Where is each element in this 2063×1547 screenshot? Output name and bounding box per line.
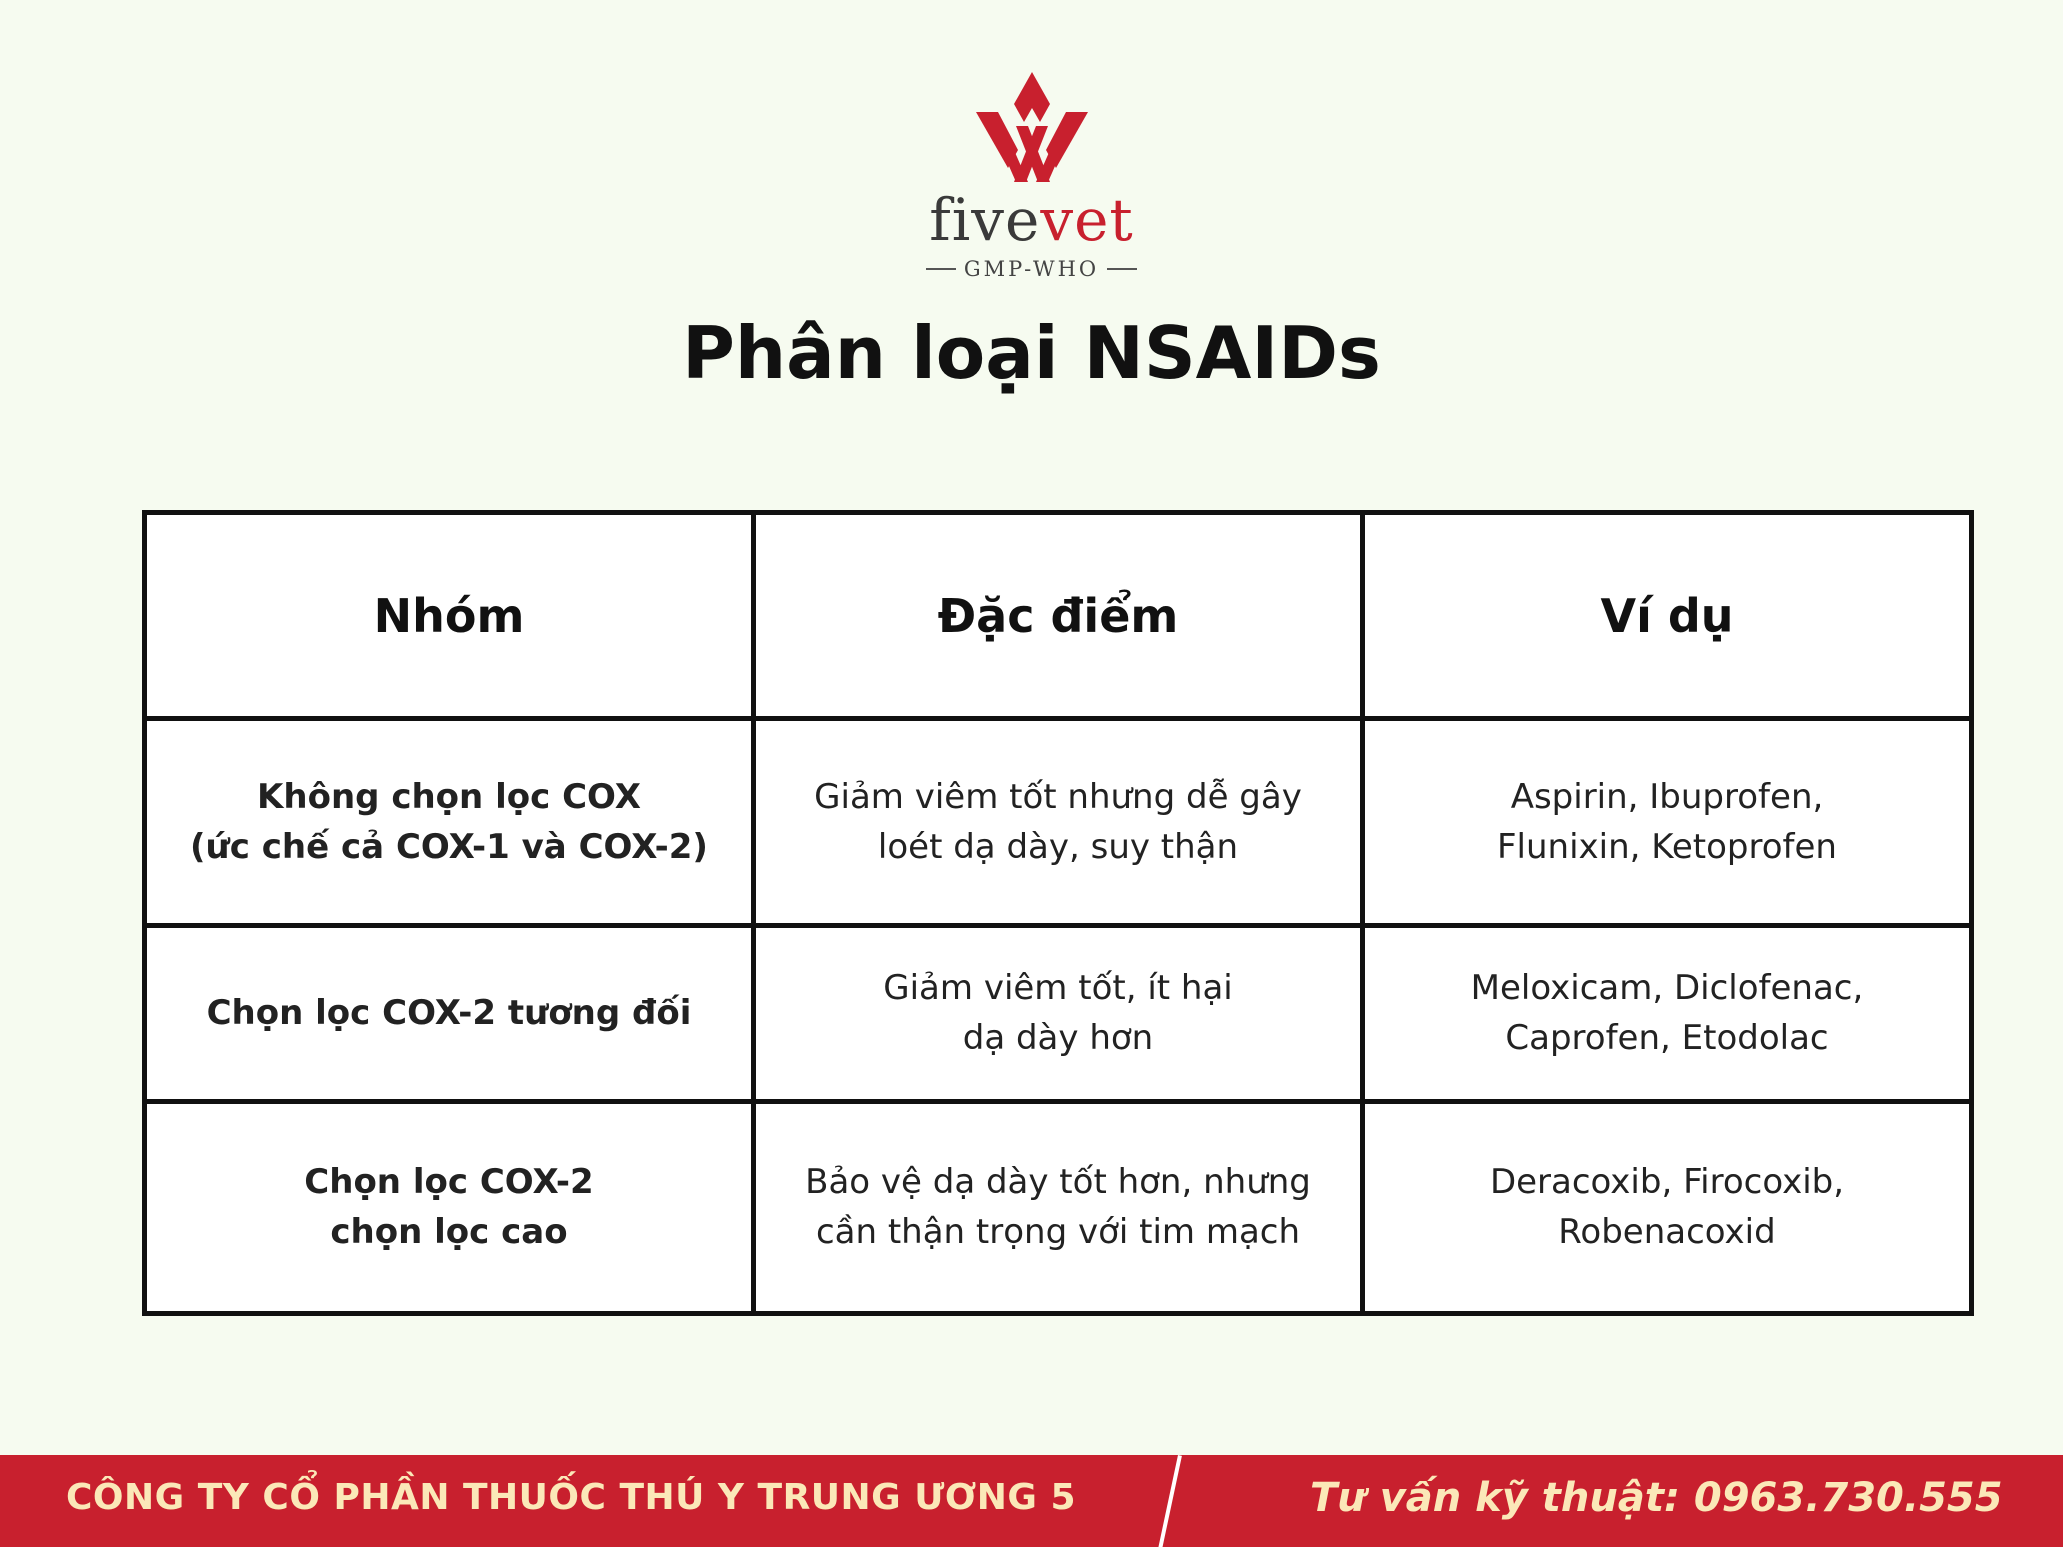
page-title: Phân loại NSAIDs (682, 311, 1381, 395)
features-line: dạ dày hơn (962, 1018, 1154, 1059)
examples-cell (1363, 925, 1972, 1101)
group-line: Chọn lọc COX-2 (304, 1162, 594, 1203)
tagline-rule-right (1107, 268, 1137, 270)
features-line: loét dạ dày, suy thận (877, 826, 1239, 867)
group-line: Chọn lọc COX-2 tương đối (206, 993, 692, 1034)
examples-cell (1363, 719, 1972, 925)
footer-divider (1153, 1455, 1182, 1547)
group-cell (145, 719, 754, 925)
features-line: Giảm viêm tốt nhưng dễ gây (814, 776, 1302, 817)
examples-cell (1363, 1101, 1972, 1313)
group-line: (ức chế cả COX-1 và COX-2) (190, 826, 708, 867)
brand-name-primary: five (929, 186, 1041, 254)
examples-line: Caprofen, Etodolac (1505, 1018, 1829, 1059)
features-line: Bảo vệ dạ dày tốt hơn, nhưng (805, 1162, 1311, 1203)
examples-line: Deracoxib, Firocoxib, (1489, 1162, 1845, 1203)
group-cell (145, 1101, 754, 1313)
tagline-rule-left (926, 268, 956, 270)
examples-line: Meloxicam, Diclofenac, (1470, 968, 1864, 1009)
group-line: Không chọn lọc COX (257, 776, 641, 817)
header-features: Đặc điểm (754, 513, 1363, 719)
features-cell (754, 719, 1363, 925)
header-examples: Ví dụ (1363, 513, 1972, 719)
examples-line: Robenacoxid (1558, 1212, 1776, 1253)
footer-hotline: Tư vấn kỹ thuật: 0963.730.555 (1310, 1475, 2003, 1521)
brand-logo (0, 70, 2063, 281)
header-group: Nhóm (145, 513, 754, 719)
fivevet-logo-mark-icon (972, 70, 1092, 185)
nsaid-classification-table (142, 510, 1974, 1316)
features-line: cần thận trọng với tim mạch (815, 1212, 1301, 1253)
brand-name-accent: vet (1040, 186, 1134, 254)
footer-banner (0, 1455, 2063, 1547)
group-cell (145, 925, 754, 1101)
features-cell (754, 925, 1363, 1101)
brand-tagline-row (0, 257, 2063, 281)
table-row (145, 925, 1972, 1101)
features-cell (754, 1101, 1363, 1313)
table-row (145, 719, 1972, 925)
features-line: Giảm viêm tốt, ít hại (883, 968, 1233, 1009)
footer-company-name: CÔNG TY CỔ PHẦN THUỐC THÚ Y TRUNG ƯƠNG 5 (66, 1477, 1077, 1518)
brand-tagline: GMP-WHO (963, 257, 1100, 281)
examples-line: Aspirin, Ibuprofen, (1510, 776, 1824, 817)
table-header-row (145, 513, 1972, 719)
group-line: chọn lọc cao (330, 1212, 568, 1253)
examples-line: Flunixin, Ketoprofen (1497, 826, 1837, 867)
brand-wordmark (0, 186, 2063, 254)
table-row (145, 1101, 1972, 1313)
